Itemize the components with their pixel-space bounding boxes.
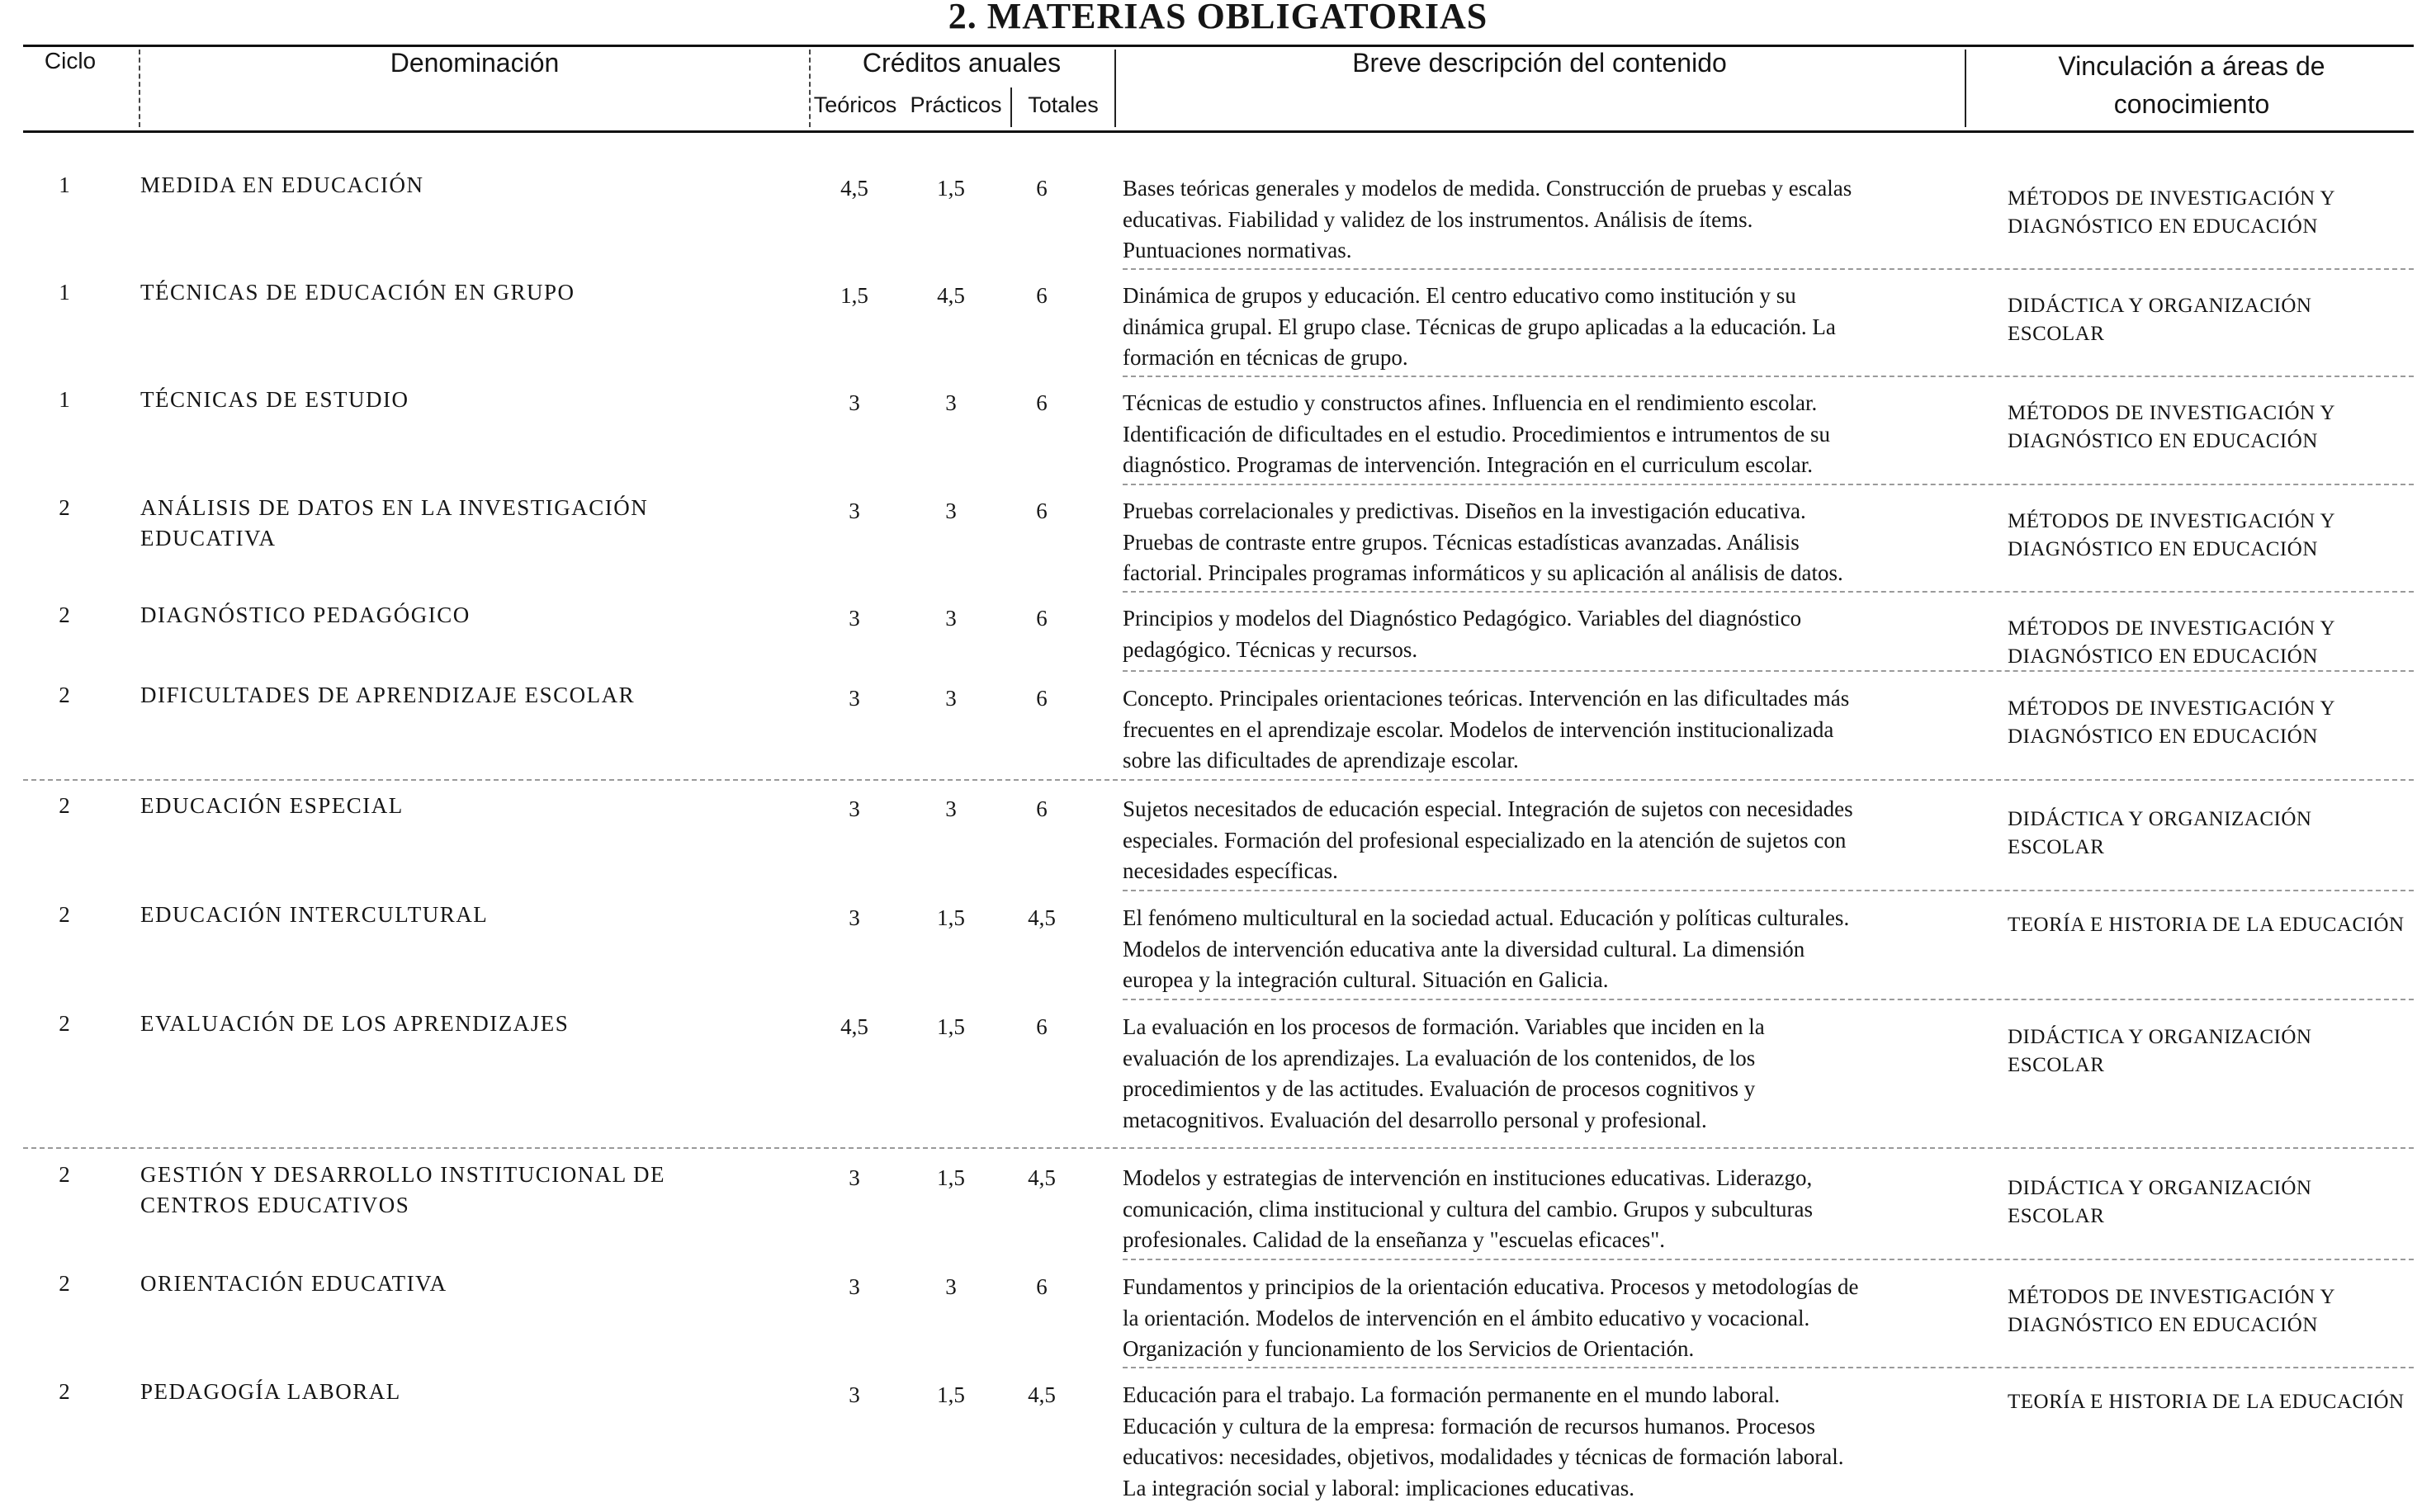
descripcion-line: formación en técnicas de grupo. <box>1123 345 1408 370</box>
denominacion-cell: EDUCACIÓN INTERCULTURAL <box>140 902 489 927</box>
ciclo-cell: 2 <box>59 1271 70 1296</box>
practicos-cell: 1,5 <box>937 1382 965 1407</box>
totales-cell: 6 <box>1036 498 1048 523</box>
totales-cell: 6 <box>1036 390 1048 415</box>
descripcion-line: Pruebas de contraste entre grupos. Técnicas estadísticas avanzadas. Análisis <box>1123 529 1800 555</box>
teoricos-cell: 3 <box>849 498 860 523</box>
teoricos-cell: 1,5 <box>840 283 868 308</box>
teoricos-cell: 3 <box>849 1274 860 1299</box>
vinculacion-cell: ESCOLAR <box>2008 323 2105 345</box>
column-divider <box>139 50 140 127</box>
denominacion-cell: DIAGNÓSTICO PEDAGÓGICO <box>140 602 471 627</box>
descripcion-line: Modelos de intervención educativa ante la diversidad cultural. La dimensión <box>1123 936 1805 962</box>
practicos-cell: 1,5 <box>937 905 965 930</box>
ciclo-cell: 2 <box>59 1011 70 1036</box>
vinculacion-cell: MÉTODOS DE INVESTIGACIÓN Y <box>2008 510 2336 532</box>
row-separator <box>1123 376 2414 377</box>
ciclo-cell: 1 <box>59 280 70 305</box>
descripcion-line: dinámica grupal. El grupo clase. Técnicas de grupo aplicadas a la educación. La <box>1123 314 1836 339</box>
denominacion-cell: EDUCACIÓN ESPECIAL <box>140 793 404 818</box>
column-divider <box>1010 87 1012 127</box>
teoricos-cell: 3 <box>849 606 860 631</box>
descripcion-line: educativas. Fiabilidad y validez de los instrumentos. Análisis de ítems. <box>1123 206 1753 232</box>
teoricos-cell: 3 <box>849 686 860 711</box>
vinculacion-cell: DIAGNÓSTICO EN EDUCACIÓN <box>2008 430 2318 452</box>
teoricos-cell: 3 <box>849 390 860 415</box>
header-creditos: Créditos anuales <box>862 48 1062 78</box>
ciclo-cell: 2 <box>59 1379 70 1404</box>
denominacion-cell: TÉCNICAS DE ESTUDIO <box>140 387 409 412</box>
vinculacion-cell: ESCOLAR <box>2008 836 2105 858</box>
header-vinculacion-line1: Vinculación a áreas de <box>2058 51 2325 81</box>
row-separator <box>1123 890 2414 891</box>
descripcion-line: Educación para el trabajo. La formación permanente en el mundo laboral. <box>1123 1382 1781 1407</box>
vinculacion-cell: MÉTODOS DE INVESTIGACIÓN Y <box>2008 187 2336 210</box>
row-separator <box>1123 1259 2414 1260</box>
vinculacion-cell: DIDÁCTICA Y ORGANIZACIÓN <box>2008 1026 2312 1048</box>
row-separator <box>1123 268 2414 270</box>
descripcion-line: Organización y funcionamiento de los Servicios de Orientación. <box>1123 1336 1695 1361</box>
descripcion-line: metacognitivos. Evaluación del desarrollo personal y profesional. <box>1123 1107 1707 1132</box>
denominacion-cell: PEDAGOGÍA LABORAL <box>140 1379 401 1404</box>
vinculacion-cell: DIAGNÓSTICO EN EDUCACIÓN <box>2008 538 2318 560</box>
practicos-cell: 1,5 <box>937 1014 965 1039</box>
row-separator <box>23 779 2414 781</box>
descripcion-line: Educación y cultura de la empresa: formación de recursos humanos. Procesos <box>1123 1413 1815 1439</box>
teoricos-cell: 3 <box>849 796 860 821</box>
totales-cell: 6 <box>1036 1274 1048 1299</box>
denominacion-cell: ANÁLISIS DE DATOS EN LA INVESTIGACIÓN <box>140 495 649 520</box>
totales-cell: 6 <box>1036 686 1048 711</box>
descripcion-line: La evaluación en los procesos de formación. Variables que inciden en la <box>1123 1014 1765 1039</box>
teoricos-cell: 4,5 <box>840 1014 868 1039</box>
vinculacion-cell: TEORÍA E HISTORIA DE LA EDUCACIÓN <box>2008 1391 2405 1413</box>
header-totales: Totales <box>1028 92 1099 117</box>
descripcion-line: Técnicas de estudio y constructos afines. Influencia en el rendimiento escolar. <box>1123 390 1818 415</box>
descripcion-line: educativos: necesidades, objetivos, modalidades y técnicas de formación laboral. <box>1123 1444 1844 1469</box>
teoricos-cell: 3 <box>849 1165 860 1190</box>
row-separator <box>1123 591 2414 593</box>
ciclo-cell: 1 <box>59 172 70 197</box>
header-descripcion: Breve descripción del contenido <box>1352 48 1727 78</box>
denominacion-cell: GESTIÓN Y DESARROLLO INSTITUCIONAL DE <box>140 1162 665 1187</box>
denominacion-cell: DIFICULTADES DE APRENDIZAJE ESCOLAR <box>140 683 636 707</box>
vinculacion-cell: DIAGNÓSTICO EN EDUCACIÓN <box>2008 1314 2318 1336</box>
vinculacion-cell: DIDÁCTICA Y ORGANIZACIÓN <box>2008 1177 2312 1199</box>
descripcion-line: factorial. Principales programas informáticos y su aplicación al análisis de datos. <box>1123 560 1843 585</box>
totales-cell: 4,5 <box>1028 905 1056 930</box>
practicos-cell: 1,5 <box>937 176 965 201</box>
descripcion-line: Puntuaciones normativas. <box>1123 238 1352 262</box>
vinculacion-cell: ESCOLAR <box>2008 1205 2105 1227</box>
descripcion-line: pedagógico. Técnicas y recursos. <box>1123 636 1418 662</box>
header-teoricos: Teóricos <box>813 92 897 117</box>
descripcion-line: El fenómeno multicultural en la sociedad actual. Educación y políticas culturales. <box>1123 905 1850 930</box>
denominacion-cell: EDUCATIVA <box>140 526 277 550</box>
header-bottom-rule <box>23 130 2414 133</box>
row-separator <box>1123 670 2414 672</box>
totales-cell: 6 <box>1036 283 1048 308</box>
descripcion-line: necesidades específicas. <box>1123 858 1338 883</box>
practicos-cell: 3 <box>945 1274 957 1299</box>
totales-cell: 4,5 <box>1028 1165 1056 1190</box>
denominacion-cell: MEDIDA EN EDUCACIÓN <box>140 172 424 197</box>
practicos-cell: 3 <box>945 606 957 631</box>
descripcion-line: Fundamentos y principios de la orientación educativa. Procesos y metodologías de <box>1123 1274 1859 1299</box>
teoricos-cell: 4,5 <box>840 176 868 201</box>
vinculacion-cell: MÉTODOS DE INVESTIGACIÓN Y <box>2008 402 2336 424</box>
descripcion-line: Modelos y estrategias de intervención en instituciones educativas. Liderazgo, <box>1123 1165 1813 1190</box>
ciclo-cell: 2 <box>59 602 70 627</box>
descripcion-line: sobre las dificultades de aprendizaje escolar. <box>1123 748 1519 773</box>
header-ciclo: Ciclo <box>44 48 97 73</box>
descripcion-line: Concepto. Principales orientaciones teóricas. Intervención en las dificultades más <box>1123 686 1850 711</box>
totales-cell: 6 <box>1036 606 1048 631</box>
ciclo-cell: 2 <box>59 1162 70 1187</box>
ciclo-cell: 2 <box>59 495 70 520</box>
denominacion-cell: ORIENTACIÓN EDUCATIVA <box>140 1271 447 1296</box>
practicos-cell: 3 <box>945 498 957 523</box>
practicos-cell: 4,5 <box>937 283 965 308</box>
header-vinculacion-line2: conocimiento <box>2113 89 2270 119</box>
denominacion-cell: CENTROS EDUCATIVOS <box>140 1193 410 1217</box>
descripcion-line: Identificación de dificultades en el estudio. Procedimientos e intrumentos de su <box>1123 421 1831 447</box>
descripcion-line: especiales. Formación del profesional especializado en la atención de sujetos con <box>1123 827 1847 853</box>
row-separator <box>1123 484 2414 485</box>
vinculacion-cell: DIDÁCTICA Y ORGANIZACIÓN <box>2008 295 2312 317</box>
vinculacion-cell: MÉTODOS DE INVESTIGACIÓN Y <box>2008 1286 2336 1308</box>
descripcion-line: profesionales. Calidad de la enseñanza y "escuelas eficaces". <box>1123 1227 1665 1252</box>
totales-cell: 6 <box>1036 1014 1048 1039</box>
header-denominacion: Denominación <box>390 48 560 78</box>
column-divider <box>1114 50 1116 127</box>
descripcion-line: Dinámica de grupos y educación. El centro educativo como institución y su <box>1123 283 1796 308</box>
denominacion-cell: TÉCNICAS DE EDUCACIÓN EN GRUPO <box>140 280 575 305</box>
ciclo-cell: 2 <box>59 683 70 707</box>
descripcion-line: frecuentes en el aprendizaje escolar. Modelos de intervención institucionalizada <box>1123 716 1834 742</box>
vinculacion-cell: MÉTODOS DE INVESTIGACIÓN Y <box>2008 697 2336 720</box>
practicos-cell: 1,5 <box>937 1165 965 1190</box>
column-divider <box>1965 50 1966 127</box>
ciclo-cell: 2 <box>59 902 70 927</box>
vinculacion-cell: DIDÁCTICA Y ORGANIZACIÓN <box>2008 808 2312 830</box>
document-title: 2. MATERIAS OBLIGATORIAS <box>948 0 1488 36</box>
descripcion-line: comunicación, clima institucional y cultura del cambio. Grupos y subculturas <box>1123 1196 1814 1221</box>
vinculacion-cell: TEORÍA E HISTORIA DE LA EDUCACIÓN <box>2008 914 2405 936</box>
vinculacion-cell: ESCOLAR <box>2008 1054 2105 1076</box>
totales-cell: 6 <box>1036 796 1048 821</box>
vinculacion-cell: DIAGNÓSTICO EN EDUCACIÓN <box>2008 725 2318 748</box>
row-separator <box>1123 1367 2414 1368</box>
descripcion-line: Principios y modelos del Diagnóstico Pedagógico. Variables del diagnóstico <box>1123 606 1802 631</box>
denominacion-cell: EVALUACIÓN DE LOS APRENDIZAJES <box>140 1011 570 1036</box>
vinculacion-cell: DIAGNÓSTICO EN EDUCACIÓN <box>2008 645 2318 668</box>
practicos-cell: 3 <box>945 686 957 711</box>
vinculacion-cell: DIAGNÓSTICO EN EDUCACIÓN <box>2008 215 2318 238</box>
ciclo-cell: 2 <box>59 793 70 818</box>
header-practicos: Prácticos <box>910 92 1002 117</box>
descripcion-line: evaluación de los aprendizajes. La evaluación de los contenidos, de los <box>1123 1045 1756 1070</box>
descripcion-line: europea y la integración cultural. Situación en Galicia. <box>1123 967 1609 992</box>
descripcion-line: La integración social y laboral: implicaciones educativas. <box>1123 1475 1635 1500</box>
header-top-rule <box>23 45 2414 47</box>
descripcion-line: Sujetos necesitados de educación especial. Integración de sujetos con necesidades <box>1123 796 1853 821</box>
ciclo-cell: 1 <box>59 387 70 412</box>
row-separator <box>23 1147 2414 1149</box>
teoricos-cell: 3 <box>849 905 860 930</box>
descripcion-line: procedimientos y de las actitudes. Evaluación de procesos cognitivos y <box>1123 1076 1756 1101</box>
descripcion-line: diagnóstico. Programas de intervención. Integración en el curriculum escolar. <box>1123 452 1813 477</box>
totales-cell: 6 <box>1036 176 1048 201</box>
practicos-cell: 3 <box>945 796 957 821</box>
row-separator <box>1123 999 2414 1000</box>
vinculacion-cell: MÉTODOS DE INVESTIGACIÓN Y <box>2008 617 2336 640</box>
teoricos-cell: 3 <box>849 1382 860 1407</box>
practicos-cell: 3 <box>945 390 957 415</box>
descripcion-line: Bases teóricas generales y modelos de medida. Construcción de pruebas y escalas <box>1123 176 1852 201</box>
descripcion-line: Pruebas correlacionales y predictivas. Diseños en la investigación educativa. <box>1123 498 1806 523</box>
descripcion-line: la orientación. Modelos de intervención en el ámbito educativo y vocacional. <box>1123 1305 1810 1330</box>
totales-cell: 4,5 <box>1028 1382 1056 1407</box>
